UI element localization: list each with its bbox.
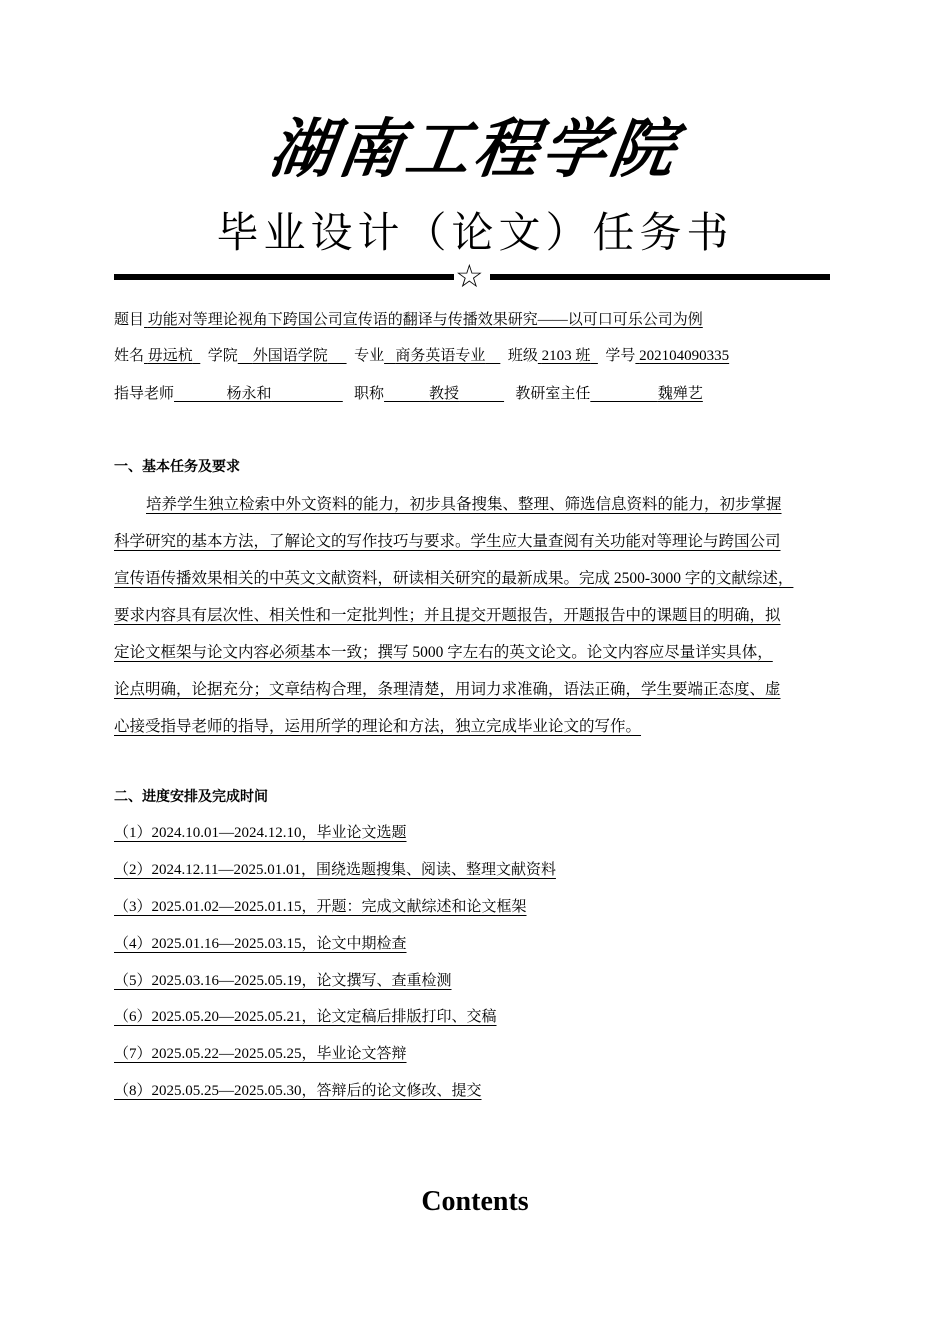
rank-text: 教授 <box>429 386 460 402</box>
major-text: 商务英语专业 <box>395 348 486 364</box>
major-value <box>384 348 500 364</box>
paragraph-line: 培养学生独立检索中外文资料的能力，初步具备搜集、整理、筛选信息资料的能力，初步掌握 <box>146 496 782 513</box>
schedule-item: （3）2025.01.02—2025.01.15，开题：完成文献综述和论文框架 <box>114 899 527 915</box>
divider-right <box>490 274 830 280</box>
rank-label: 职称 <box>354 386 385 402</box>
class-value <box>538 348 598 364</box>
paragraph-line: 要求内容具有层次性、相关性和一定批判性；并且提交开题报告，开题报告中的课题目的明确，拟 <box>114 607 781 624</box>
section2-heading: 二、进度安排及完成时间 <box>114 789 268 805</box>
contents-heading: Contents <box>421 1186 529 1217</box>
divider-left <box>114 274 454 280</box>
paragraph-line: 科学研究的基本方法，了解论文的写作技巧与要求。学生应大量查阅有关功能对等理论与跨国公司 <box>114 533 781 550</box>
topic-label: 题目 <box>114 312 145 328</box>
schedule-item: （5）2025.03.16—2025.05.19，论文撰写、查重检测 <box>114 973 452 989</box>
director-label: 教研室主任 <box>515 386 591 402</box>
section1-heading: 一、基本任务及要求 <box>114 459 240 475</box>
paragraph-line: 定论文框架与论文内容必须基本一致；撰写 5000 字左右的英文论文。论文内容应尽量详实具体， <box>114 644 773 661</box>
advisor-value <box>174 386 343 402</box>
schedule-item: （7）2025.05.22—2025.05.25，毕业论文答辩 <box>114 1046 407 1062</box>
paragraph-line: 心接受指导老师的指导，运用所学的理论和方法，独立完成毕业论文的写作。 <box>114 718 642 735</box>
major-label: 专业 <box>354 348 385 364</box>
class-text: 2103 班 <box>541 348 591 364</box>
star-icon: ☆ <box>455 258 484 294</box>
paragraph-line: 论点明确，论据充分；文章结构合理，条理清楚，用词力求准确，语法正确，学生要端正态度、虚 <box>114 681 781 698</box>
topic-value <box>144 312 703 328</box>
advisor-label: 指导老师 <box>114 386 175 402</box>
id-label: 学号 <box>605 348 636 364</box>
director-value <box>590 386 703 402</box>
name-value <box>144 348 200 364</box>
rank-value <box>384 386 504 402</box>
director-text: 魏殚艺 <box>657 386 703 402</box>
class-label: 班级 <box>507 348 538 364</box>
college-label: 学院 <box>207 348 238 364</box>
schedule-item: （4）2025.01.16—2025.03.15，论文中期检查 <box>114 936 407 952</box>
college-value <box>238 348 347 364</box>
topic-text: 功能对等理论视角下跨国公司宣传语的翻译与传播效果研究——以可口可乐公司为例 <box>147 312 703 328</box>
id-value <box>635 348 729 364</box>
advisor-text: 杨永和 <box>226 386 272 402</box>
schedule-item: （2）2024.12.11—2025.01.01，围绕选题搜集、阅读、整理文献资料 <box>114 862 556 878</box>
schedule-item: （8）2025.05.25—2025.05.30，答辩后的论文修改、提交 <box>114 1083 482 1099</box>
school-logo: 湖南工程学院 <box>264 112 684 187</box>
id-text: 202104090335 <box>639 348 730 364</box>
name-label: 姓名 <box>114 348 145 364</box>
schedule-item: （6）2025.05.20—2025.05.21，论文定稿后排版打印、交稿 <box>114 1009 497 1025</box>
topic-row <box>114 308 703 329</box>
student-row <box>114 344 729 365</box>
advisor-row <box>114 382 703 403</box>
paragraph-line: 宣传语传播效果相关的中英文文献资料，研读相关研究的最新成果。完成 2500-3000 字的文献综述， <box>114 570 794 587</box>
schedule-item: （1）2024.10.01—2024.12.10，毕业论文选题 <box>114 825 407 841</box>
college-text: 外国语学院 <box>252 348 328 364</box>
document-title: 毕业设计（论文）任务书 <box>216 208 734 257</box>
name-text: 毋远杭 <box>147 348 193 364</box>
